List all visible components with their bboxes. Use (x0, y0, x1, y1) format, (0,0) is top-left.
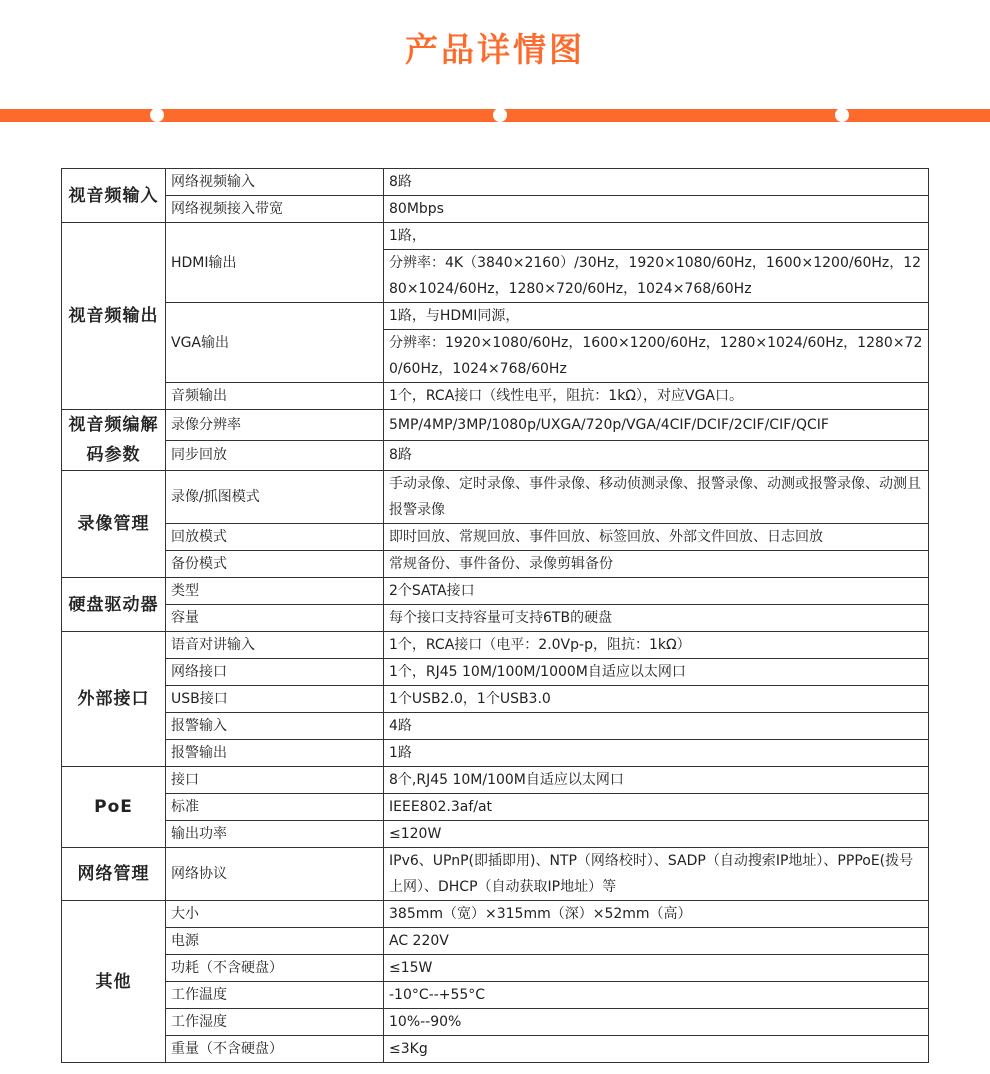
spec-label: 大小 (166, 901, 384, 928)
spec-value: AC 220V (384, 928, 929, 955)
spec-value: 1路， (384, 223, 929, 250)
spec-value: IPv6、UPnP(即插即用)、NTP（网络校时）、SADP（自动搜索IP地址）、PPPoE(拨号上网）、DHCP（自动获取IP地址）等 (384, 848, 929, 901)
spec-category: 网络管理 (62, 848, 166, 901)
spec-label: 音频输出 (166, 383, 384, 410)
spec-category: 视音频输出 (62, 223, 166, 410)
table-row (62, 982, 929, 1009)
page-title: 产品详情图 (405, 30, 585, 69)
spec-value: ≤15W (384, 955, 929, 982)
spec-value: 5MP/4MP/3MP/1080p/UXGA/720p/VGA/4CIF/DCIF/2CIF/CIF/QCIF (384, 410, 929, 441)
table-row (62, 659, 929, 686)
spec-category: 视音频输入 (62, 169, 166, 223)
spec-category: PoE (62, 767, 166, 848)
spec-label: 网络接口 (166, 659, 384, 686)
table-row (62, 524, 929, 551)
table-row (62, 410, 929, 441)
table-row (62, 1009, 929, 1036)
spec-category: 录像管理 (62, 471, 166, 578)
table-row (62, 928, 929, 955)
table-row (62, 848, 929, 901)
spec-value: 1个，RCA接口（线性电平，阻抗：1kΩ），对应VGA口。 (384, 383, 929, 410)
table-row (62, 686, 929, 713)
spec-value: 常规备份、事件备份、录像剪辑备份 (384, 551, 929, 578)
table-row (62, 740, 929, 767)
spec-label: 电源 (166, 928, 384, 955)
table-row (62, 821, 929, 848)
spec-value: 即时回放、常规回放、事件回放、标签回放、外部文件回放、日志回放 (384, 524, 929, 551)
spec-label: 报警输入 (166, 713, 384, 740)
spec-value: IEEE802.3af/at (384, 794, 929, 821)
table-row (62, 605, 929, 632)
spec-value: 分辨率：4K（3840×2160）/30Hz，1920×1080/60Hz，1600×1200/60Hz，1280×1024/60Hz，1280×720/60Hz，1024×768/60Hz (384, 250, 929, 303)
table-row (62, 713, 929, 740)
divider-dot (835, 108, 849, 122)
spec-value: 80Mbps (384, 196, 929, 223)
spec-label: USB接口 (166, 686, 384, 713)
table-row (62, 1036, 929, 1063)
table-row (62, 196, 929, 223)
table-row (62, 632, 929, 659)
spec-value: 8个,RJ45 10M/100M自适应以太网口 (384, 767, 929, 794)
table-row (62, 383, 929, 410)
spec-value: 1路，与HDMI同源， (384, 303, 929, 330)
table-row (62, 551, 929, 578)
spec-value: 每个接口支持容量可支持6TB的硬盘 (384, 605, 929, 632)
spec-label: 报警输出 (166, 740, 384, 767)
spec-label: 功耗（不含硬盘） (166, 955, 384, 982)
spec-category: 外部接口 (62, 632, 166, 767)
spec-table (61, 168, 929, 1063)
spec-value: 2个SATA接口 (384, 578, 929, 605)
spec-label: 输出功率 (166, 821, 384, 848)
spec-label: 网络协议 (166, 848, 384, 901)
divider-dot (150, 108, 164, 122)
spec-value: 1个，RCA接口（电平：2.0Vp-p，阻抗：1kΩ） (384, 632, 929, 659)
spec-label: 工作湿度 (166, 1009, 384, 1036)
spec-label: 容量 (166, 605, 384, 632)
spec-value: 385mm（宽）×315mm（深）×52mm（高） (384, 901, 929, 928)
table-row (62, 303, 929, 330)
spec-value: -10°C--+55°C (384, 982, 929, 1009)
spec-value: 8路 (384, 169, 929, 196)
table-row (62, 471, 929, 524)
spec-value: 10%--90% (384, 1009, 929, 1036)
spec-label: 工作温度 (166, 982, 384, 1009)
spec-label: 网络视频输入 (166, 169, 384, 196)
table-row (62, 901, 929, 928)
divider-dot (493, 108, 507, 122)
spec-label: 备份模式 (166, 551, 384, 578)
table-row (62, 578, 929, 605)
spec-value: 1个USB2.0，1个USB3.0 (384, 686, 929, 713)
spec-label: 标准 (166, 794, 384, 821)
spec-label: VGA输出 (166, 303, 384, 383)
spec-value: 分辨率：1920×1080/60Hz，1600×1200/60Hz，1280×1024/60Hz，1280×720/60Hz，1024×768/60Hz (384, 330, 929, 383)
table-row (62, 440, 929, 471)
spec-value: 1路 (384, 740, 929, 767)
spec-label: 语音对讲输入 (166, 632, 384, 659)
spec-label: 类型 (166, 578, 384, 605)
spec-label: 网络视频接入带宽 (166, 196, 384, 223)
table-row (62, 223, 929, 250)
spec-label: 重量（不含硬盘） (166, 1036, 384, 1063)
table-row (62, 169, 929, 196)
spec-label: 录像/抓图模式 (166, 471, 384, 524)
spec-value: 1个，RJ45 10M/100M/1000M自适应以太网口 (384, 659, 929, 686)
table-row (62, 767, 929, 794)
spec-value: ≤3Kg (384, 1036, 929, 1063)
spec-category: 视音频编解码参数 (62, 410, 166, 471)
table-row (62, 794, 929, 821)
spec-label: 录像分辨率 (166, 410, 384, 441)
spec-value: ≤120W (384, 821, 929, 848)
spec-label: 接口 (166, 767, 384, 794)
spec-value: 手动录像、定时录像、事件录像、移动侦测录像、报警录像、动测或报警录像、动测且报警录像 (384, 471, 929, 524)
table-row (62, 955, 929, 982)
spec-label: HDMI输出 (166, 223, 384, 303)
spec-value: 4路 (384, 713, 929, 740)
spec-category: 硬盘驱动器 (62, 578, 166, 632)
spec-category: 其他 (62, 901, 166, 1063)
spec-value: 8路 (384, 440, 929, 471)
spec-label: 回放模式 (166, 524, 384, 551)
spec-label: 同步回放 (166, 440, 384, 471)
